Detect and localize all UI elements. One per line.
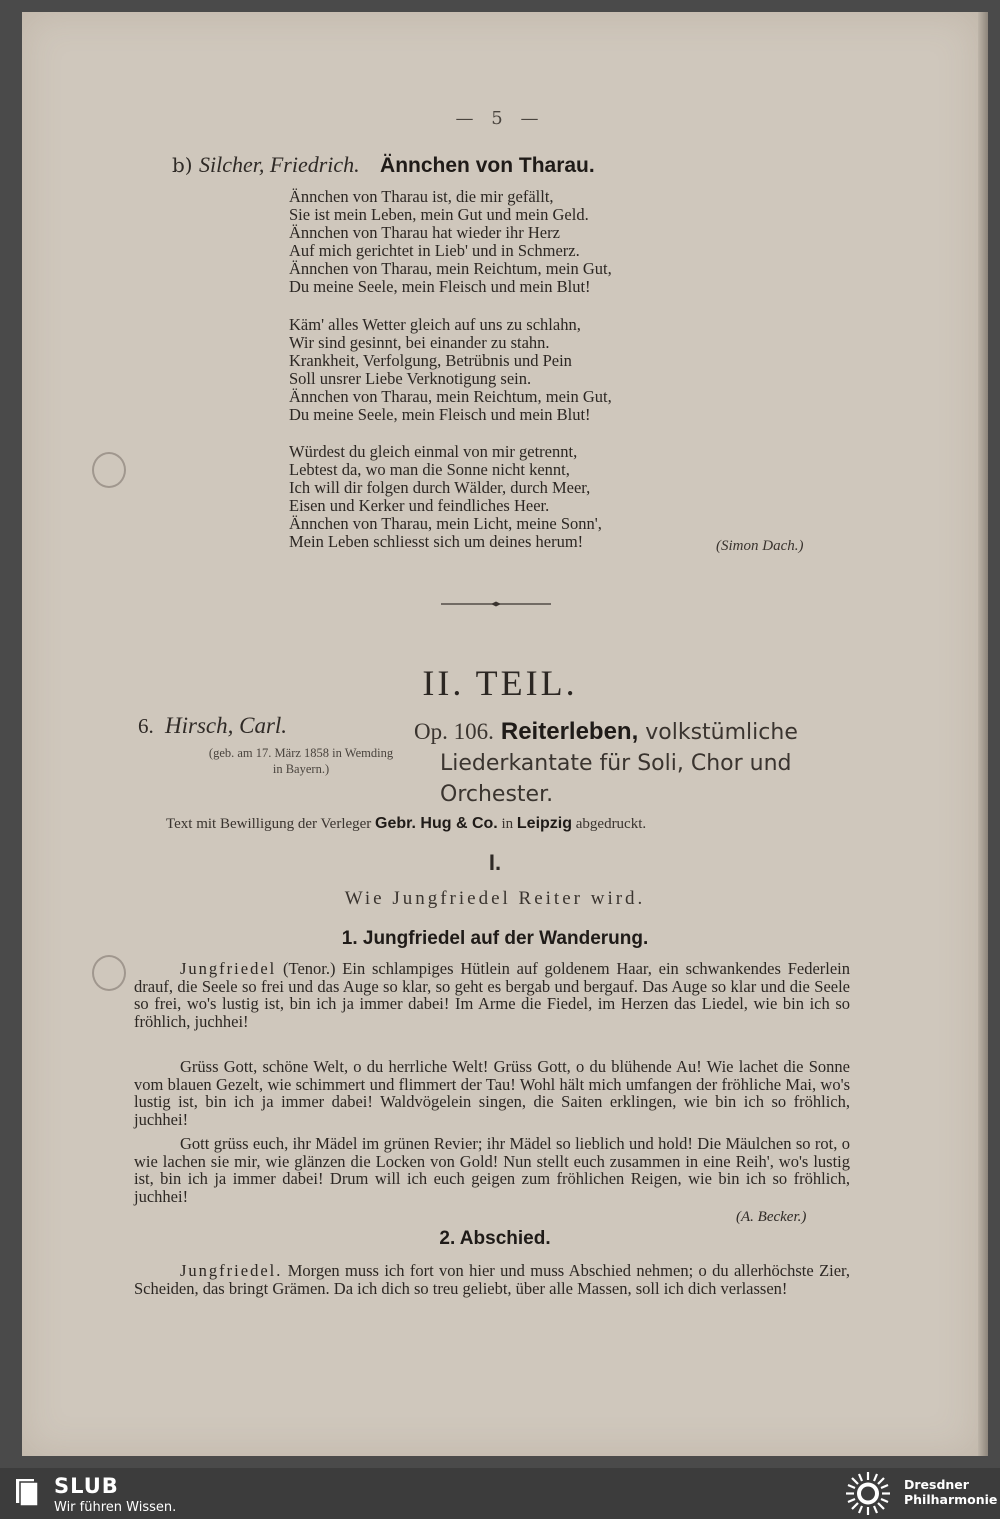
paragraph-text: Gott grüss euch, ihr Mädel im grünen Revier; ihr Mädel so lieblich und hold! Die Mäulchen so rot, o wie lachen sie mir, wie glänzen die Locken von Gold! Nun stellt euch zusammen in eine Reih', wo's lustig ist, bin ich ja immer dabei! Drum will ich euch geigen zum fröhlichen Reigen, wie bin ich so fröhlich, juchhei! (134, 1134, 850, 1206)
speaker-name: Jungfriedel (180, 959, 277, 978)
publisher-city: Leipzig (516, 815, 572, 832)
song-heading: 1. Jungfriedel auf der Wanderung. (341, 928, 649, 949)
verse-line: Ännchen von Tharau, mein Reichtum, mein Gut, (289, 259, 612, 278)
paragraph (134, 1262, 850, 1297)
stanza-1 (289, 188, 612, 296)
paragraph (134, 1058, 850, 1128)
birth-line: (geb. am 17. März 1858 in Wemding (208, 746, 394, 760)
book-icon[interactable] (14, 1477, 40, 1507)
paragraph-text: Morgen muss ich fort von hier und muss Abschied nehmen; o du allerhöchste Zier, Scheiden, das bringt Grämen. Da ich dich so treu geliebt, über alle Massen, soll ich dich verlassen! (134, 1261, 851, 1298)
stanza-3 (289, 443, 602, 551)
paragraph (134, 960, 850, 1030)
punch-hole-mark (92, 452, 126, 488)
section-letter: b) (172, 153, 193, 177)
verse-line: Krankheit, Verfolgung, Betrübnis und Pein (289, 351, 572, 370)
poem-attribution: (Simon Dach.) (716, 538, 804, 554)
item-number: 6. (138, 714, 154, 738)
section-b-header (172, 152, 595, 178)
lyric-attribution: (A. Becker.) (736, 1209, 807, 1225)
work-description (414, 716, 874, 810)
philharmonie-logo-text[interactable] (904, 1477, 997, 1507)
partner-line: Philharmonie (904, 1492, 998, 1507)
partner-line: Dresdner (904, 1477, 969, 1492)
slub-tagline: Wir führen Wissen. (54, 1500, 177, 1515)
work-desc: Liederkantate für Soli, Chor und (440, 751, 792, 776)
note-text: abgedruckt. (572, 816, 647, 832)
paragraph-text: Grüss Gott, schöne Welt, o du herrliche Welt! Grüss Gott, o du blühende Au! Wie lachet die Sonne vom blauen Gezelt, wie schimmert und flimmert der Tau! Wohl hält mich umfangen der fröhliche Mai, wo's lustig ist, bin ich ja immer dabei! Waldvögelein singen, die Saiten erklingen, wie bin ich so fröhlich, juchhei! (134, 1057, 850, 1129)
verse-line: Ännchen von Tharau, mein Reichtum, mein Gut, (289, 387, 612, 406)
section-subtitle: Wie Jungfriedel Reiter wird. (344, 888, 646, 909)
note-text: in (497, 816, 517, 832)
paragraph-text: Ein schlampiges Hütlein auf goldenem Haar, ein schwankendes Federlein drauf, die Seele so frei und das Auge so klar, so geht es bergab und bergauf. Das Auge so klar und die Seele so frei, wo's lustig ist, bin ich ja immer dabei! Im Arme die Fiedel, im Herzen das Liedel, wie bin ich so fröhlich, juchhei! (134, 959, 851, 1031)
verse-line: Lebtest da, wo man die Sonne nicht kennt, (289, 460, 570, 479)
work-title: Reiterleben, (500, 718, 639, 745)
voice-label: (Tenor.) (283, 959, 336, 978)
note-text: Text mit Bewilligung der Verleger (166, 816, 376, 832)
work-desc: Orchester. (440, 782, 554, 807)
philharmonie-logo-icon[interactable] (842, 1471, 894, 1516)
verse-line: Ich will dir folgen durch Wälder, durch Meer, (289, 478, 591, 497)
opus-number: Op. 106. (414, 719, 494, 744)
section-number: I. (488, 850, 502, 875)
song-heading: 2. Abschied. (439, 1228, 551, 1249)
verse-line: Ännchen von Tharau hat wieder ihr Herz (289, 223, 560, 242)
punch-hole-mark (92, 955, 126, 991)
verse-line: Ännchen von Tharau, mein Licht, meine Sonn', (289, 514, 602, 533)
verse-line: Soll unsrer Liebe Verknotigung sein. (289, 369, 532, 388)
verse-line: Mein Leben schliesst sich um deines herum! (289, 532, 584, 551)
item-6-composer (138, 713, 287, 739)
footer-bar (0, 1468, 1000, 1519)
verse-line: Käm' alles Wetter gleich auf uns zu schlahn, (289, 315, 581, 334)
composer-name: Hirsch, Carl. (165, 713, 288, 738)
verse-line: Du meine Seele, mein Fleisch und mein Blut! (289, 405, 591, 424)
verse-line: Wir sind gesinnt, bei einander zu stahn. (289, 333, 550, 352)
part-heading: II. TEIL. (422, 663, 578, 703)
speaker-name: Jungfriedel. (180, 1261, 283, 1280)
song-title: Ännchen von Tharau. (380, 154, 595, 177)
birth-line: in Bayern.) (272, 762, 330, 776)
verse-line: Eisen und Kerker und feindliches Heer. (289, 496, 550, 515)
verse-line: Du meine Seele, mein Fleisch und mein Blut! (289, 277, 591, 296)
verse-line: Würdest du gleich einmal von mir getrennt, (289, 442, 578, 461)
work-desc: volkstümliche (638, 720, 798, 745)
permission-note (166, 815, 646, 833)
publisher-name: Gebr. Hug & Co. (375, 815, 498, 832)
composer-name: Silcher, Friedrich. (198, 152, 360, 177)
verse-line: Sie ist mein Leben, mein Gut und mein Geld. (289, 205, 589, 224)
page-number: — 5 — (455, 108, 545, 129)
verse-line: Auf mich gerichtet in Lieb' und in Schmerz. (289, 241, 580, 260)
composer-birth-note (176, 745, 426, 777)
verse-line: Ännchen von Tharau ist, die mir gefällt, (289, 187, 554, 206)
paragraph (134, 1135, 850, 1205)
stanza-2 (289, 316, 612, 424)
slub-logo-text[interactable]: SLUB (54, 1474, 119, 1498)
ornamental-divider (441, 600, 551, 608)
